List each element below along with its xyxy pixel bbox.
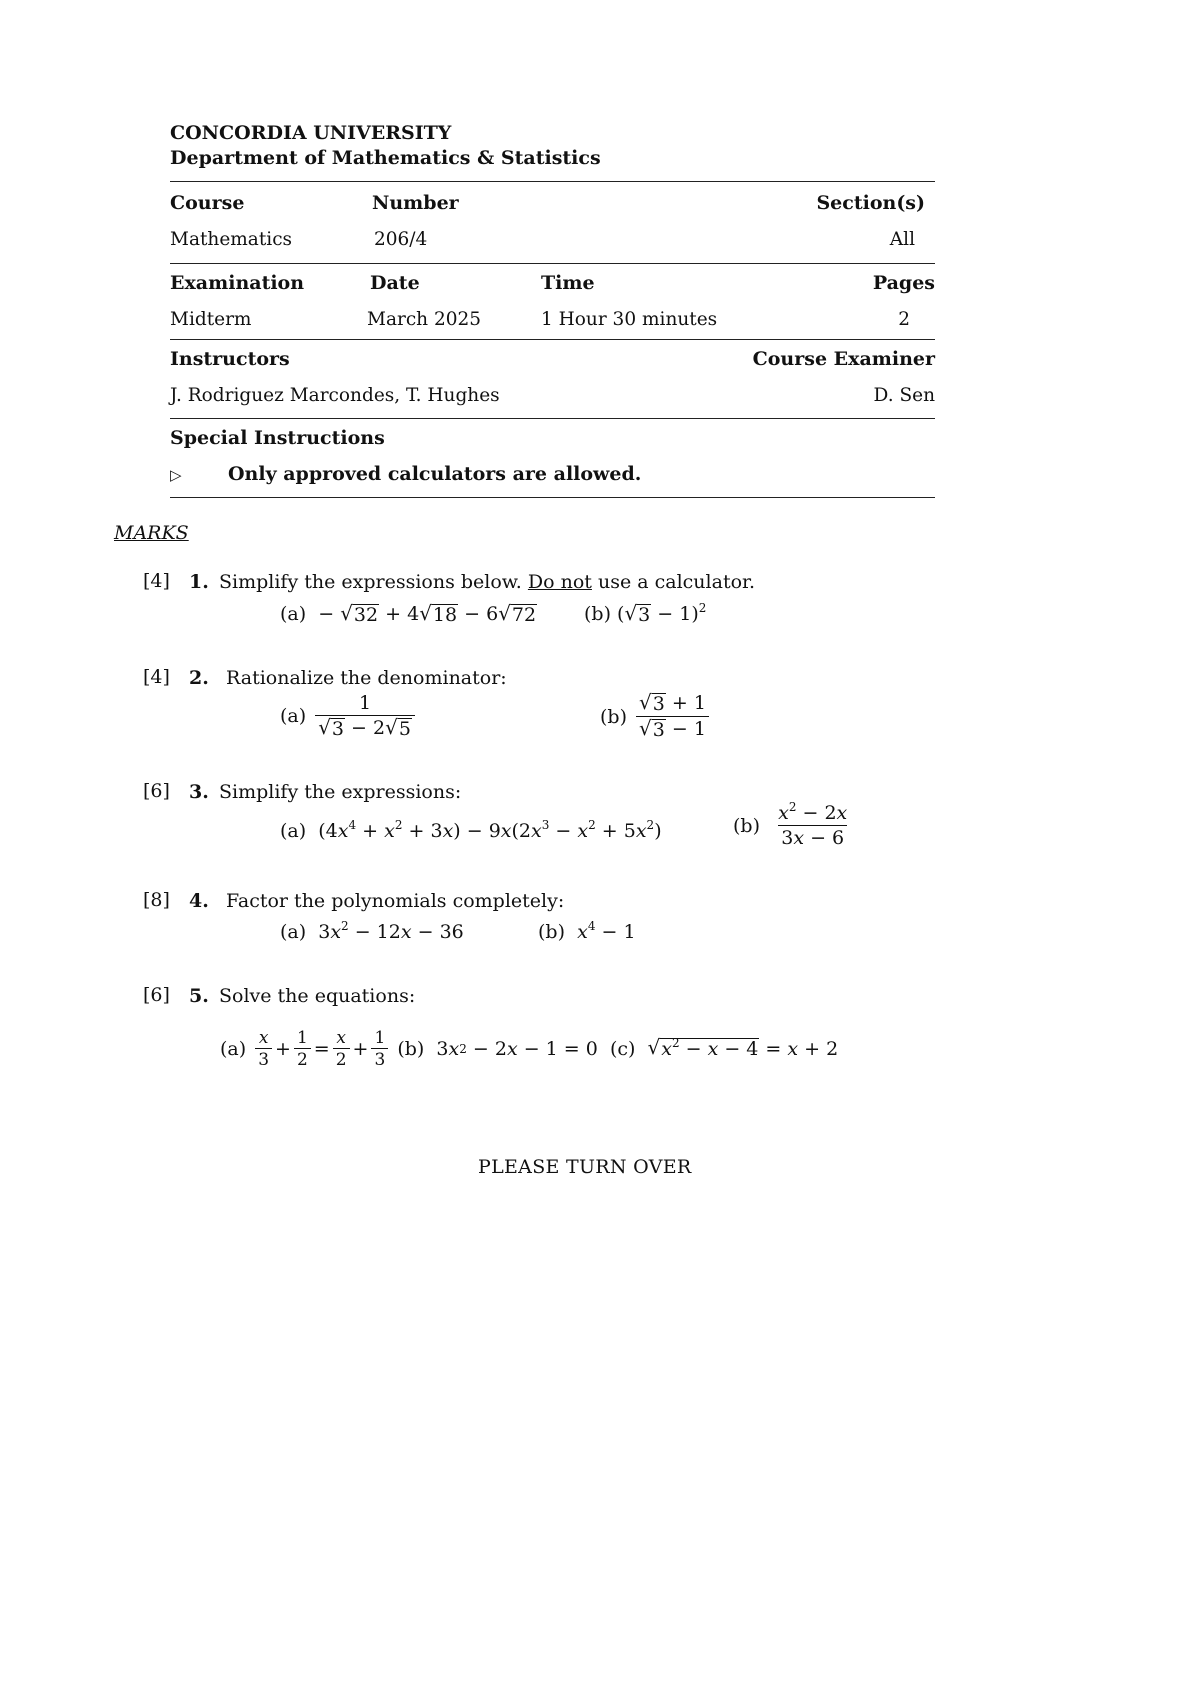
instructors-value: J. Rodriguez Marcondes, T. Hughes	[170, 385, 500, 406]
math-fraction: $\frac{x^2 - 2x}{3x - 6}$	[778, 800, 848, 849]
marks-heading: MARKS	[114, 522, 189, 544]
math-fraction: $\frac{1}{2}$	[294, 1028, 311, 1071]
math-sqrt: √ 3	[624, 601, 651, 626]
examination-value: Midterm	[170, 309, 252, 330]
math-sqrt: √ $x^2 - x - 4$	[647, 1034, 759, 1060]
part-c-label: (c)	[609, 1038, 636, 1061]
question-5-number: 5.	[189, 985, 209, 1007]
pages-label: Pages	[872, 272, 935, 294]
pages-value: 2	[898, 309, 910, 330]
question-2-number: 2.	[189, 667, 209, 689]
instructors-label: Instructors	[170, 348, 290, 370]
question-2b	[600, 692, 712, 742]
part-a-label: (a)	[280, 603, 307, 625]
part-a-label: (a)	[280, 705, 307, 728]
course-examiner-label: Course Examiner	[752, 348, 935, 370]
question-3b	[733, 802, 853, 850]
please-turn-over: PLEASE TURN OVER	[478, 1156, 692, 1178]
question-4-number: 4.	[189, 890, 209, 912]
university-name: CONCORDIA UNIVERSITY	[170, 122, 452, 144]
question-4b: (b) $x^4 - 1$	[538, 919, 636, 943]
question-1-text-after: use a calculator.	[597, 571, 756, 593]
part-b-label: (b)	[584, 603, 611, 625]
question-3-marks: [6]	[143, 780, 170, 802]
date-value: March 2025	[367, 309, 482, 330]
bullet-triangle-icon: ▷	[170, 466, 182, 484]
question-2-text: Rationalize the denominator:	[226, 667, 507, 689]
math-fraction: $\frac{1}{3}$	[371, 1028, 388, 1071]
sections-label: Section(s)	[816, 192, 925, 214]
question-3-number: 3.	[189, 781, 209, 803]
question-5-text: Solve the equations:	[219, 985, 416, 1007]
divider	[170, 263, 935, 264]
course-value: Mathematics	[170, 229, 293, 250]
question-5-equations: (a) $\frac{x}{3}$ + $\frac{1}{2}$ = $\frac{x}{2}$ + $\frac{1}{3}$ (b) 3 x 2 − 2 x − 1 = 0 (c) √ $x^2 - x - 4$ = x + 2	[220, 1028, 839, 1071]
time-value: 1 Hour 30 minutes	[541, 309, 718, 330]
math-fraction: 1 √ 3 − 2 √ 5	[315, 692, 415, 741]
question-4-text: Factor the polynomials completely:	[226, 890, 565, 912]
sections-value: All	[889, 229, 915, 250]
question-2-marks: [4]	[143, 666, 170, 688]
number-label: Number	[372, 192, 459, 214]
part-b-label: (b)	[397, 1038, 425, 1061]
math-sqrt: √ 18	[419, 601, 458, 626]
math-fraction: √ 3 + 1 √ 3 − 1	[636, 692, 709, 742]
part-b-label: (b)	[538, 921, 565, 943]
part-a-label: (a)	[280, 820, 307, 842]
question-2a	[280, 692, 418, 741]
part-a-label: (a)	[280, 921, 307, 943]
question-4a: (a) $3x^2 - 12x - 36$	[280, 919, 464, 943]
question-3-text: Simplify the expressions:	[219, 781, 462, 803]
department-name: Department of Mathematics & Statistics	[170, 147, 601, 169]
special-instructions-label: Special Instructions	[170, 427, 385, 449]
question-1-marks: [4]	[143, 570, 170, 592]
question-1a: (a) − √ 32 + 4 √ 18 − 6 √ 72	[280, 601, 537, 626]
course-examiner-value: D. Sen	[873, 385, 935, 406]
question-1b: (b) ( √ 3 − 1)$^2$	[584, 601, 707, 626]
examination-label: Examination	[170, 272, 305, 294]
question-3a: (a) $(4x^4 + x^2 + 3x) - 9x(2x^3 - x^2 + 5x^2)$	[280, 818, 662, 842]
math-sqrt: √ 32	[340, 601, 379, 626]
question-1-text-before: Simplify the expressions below.	[219, 571, 522, 593]
question-1-number: 1.	[189, 571, 209, 593]
special-instruction-text: Only approved calculators are allowed.	[228, 463, 642, 485]
course-label: Course	[170, 192, 245, 214]
part-a-label: (a)	[220, 1038, 247, 1061]
divider	[170, 181, 935, 182]
divider	[170, 418, 935, 419]
math-fraction: $\frac{x}{2}$	[333, 1028, 350, 1071]
date-label: Date	[370, 272, 420, 294]
math-fraction: $\frac{x}{3}$	[255, 1028, 272, 1071]
part-b-label: (b)	[733, 814, 760, 837]
part-b-label: (b)	[600, 705, 627, 728]
time-label: Time	[541, 272, 595, 294]
question-4-marks: [8]	[143, 889, 170, 911]
divider	[170, 339, 935, 340]
divider	[170, 497, 935, 498]
question-1-text	[219, 571, 755, 593]
question-5-marks: [6]	[143, 984, 170, 1006]
number-value: 206/4	[374, 229, 428, 250]
question-1-text-emphasis: Do not	[527, 571, 592, 593]
math-sqrt: √ 72	[498, 601, 537, 626]
